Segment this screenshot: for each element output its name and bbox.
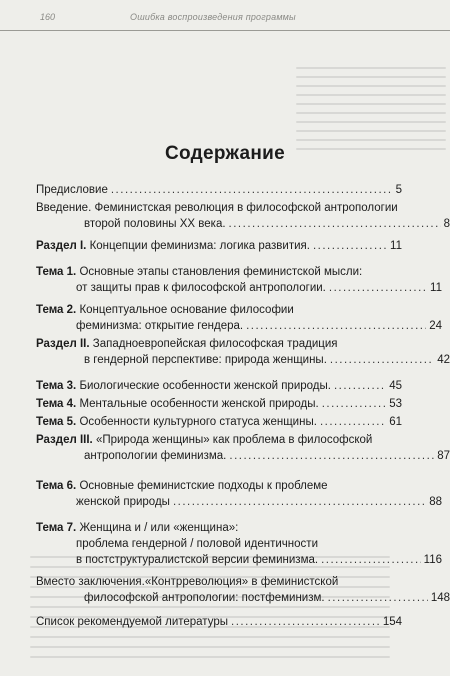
running-header [0, 8, 450, 31]
toc-entry-label: Раздел II. [36, 338, 90, 350]
toc-entry-label: Тема 4. [36, 398, 77, 410]
toc-entry-text: Вместо заключения.«Контрреволюция» в феминистской [36, 576, 339, 588]
toc-entry[interactable] [36, 378, 402, 394]
toc-entry-text: второй половины XX века. [84, 218, 226, 230]
toc-entry[interactable] [36, 414, 402, 430]
toc-entry-text: женской природы [76, 496, 170, 508]
toc-entry-text: Предисловие [36, 184, 108, 196]
toc-entry[interactable] [36, 238, 402, 254]
toc-entry-text: Список рекомендуемой литературы [36, 616, 228, 628]
toc-entry-text: Основные этапы становления феминистской мысли: [79, 266, 363, 278]
toc-entry[interactable] [36, 614, 402, 630]
toc-entry-text: Введение. Феминистская революция в философской антропологии [36, 202, 398, 214]
toc-entry-text: Женщина и / или «женщина»: [79, 522, 239, 534]
toc-entry-text: Западноевропейская философская традиция [92, 338, 338, 350]
toc-entry-label: Раздел III. [36, 434, 93, 446]
toc-entry-label: Тема 2. [36, 304, 77, 316]
toc-entry-text: проблема гендерной / половой идентичности [76, 538, 318, 550]
toc-entry-text: в гендерной перспективе: природа женщины. [84, 354, 327, 366]
toc-page-number: 24 [429, 320, 442, 332]
toc-page-number: 11 [390, 240, 402, 252]
page-title: Содержание [164, 143, 286, 164]
toc-entry-label: Тема 7. [36, 522, 77, 534]
toc-entry[interactable] [36, 520, 442, 568]
toc-page-number: 53 [389, 398, 402, 410]
toc-entry-label: Тема 1. [36, 266, 77, 278]
toc-entry-label: Раздел I. [36, 240, 87, 252]
toc-page-number: 45 [389, 380, 402, 392]
toc-entry-text: Ментальные особенности женской природы. [79, 398, 319, 410]
toc-entry-text: Биологические особенности женской природы. [79, 380, 331, 392]
toc-entry-label: Тема 5. [36, 416, 77, 428]
toc-entry-text: Концепции феминизма: логика развития. [89, 240, 310, 252]
toc-entry-label: Тема 6. [36, 480, 77, 492]
bleed-through-text-top [296, 60, 446, 150]
toc-entry-text: феминизма: открытие гендера. [76, 320, 244, 332]
toc-page-number: 87 [437, 450, 450, 462]
toc-entry[interactable] [36, 302, 442, 334]
toc-entry[interactable] [36, 396, 402, 412]
toc-entry-text: философской антропологии: постфеминизм. [84, 592, 325, 604]
toc-page-number: 11 [430, 282, 442, 294]
toc-entry[interactable] [36, 182, 402, 198]
toc-entry[interactable] [36, 478, 442, 510]
toc-entry[interactable] [36, 264, 442, 296]
toc-page-number: 148 [430, 592, 450, 604]
page-number: 160 [40, 12, 56, 22]
toc-page-number: 42 [437, 354, 450, 366]
toc-entry-text: антропологии феминизма. [84, 450, 227, 462]
toc-page-number: 88 [429, 496, 442, 508]
toc-page-number: 154 [382, 616, 402, 628]
toc-entry-text: Особенности культурного статуса женщины. [79, 416, 317, 428]
toc-entry-text: Концептуальное основание философии [79, 304, 294, 316]
toc-entry[interactable] [36, 336, 450, 368]
toc-entry[interactable] [36, 200, 450, 232]
toc-entry[interactable] [36, 574, 450, 606]
toc-page-number: 8 [443, 218, 450, 230]
toc-entry-text: от защиты прав к философской антропологии. [76, 282, 326, 294]
toc-entry-text: в постструктуралистской версии феминизма. [76, 554, 319, 566]
toc-page-number: 5 [395, 184, 402, 196]
toc-entry-label: Тема 3. [36, 380, 77, 392]
toc-entry[interactable] [36, 432, 450, 464]
toc-page-number: 61 [389, 416, 402, 428]
toc-page-number: 116 [423, 554, 442, 566]
running-title: Ошибка воспроизведения программы [130, 12, 296, 22]
toc-entry-text: Основные феминистские подходы к проблеме [79, 480, 328, 492]
toc-entry-text: «Природа женщины» как проблема в философской [95, 434, 373, 446]
